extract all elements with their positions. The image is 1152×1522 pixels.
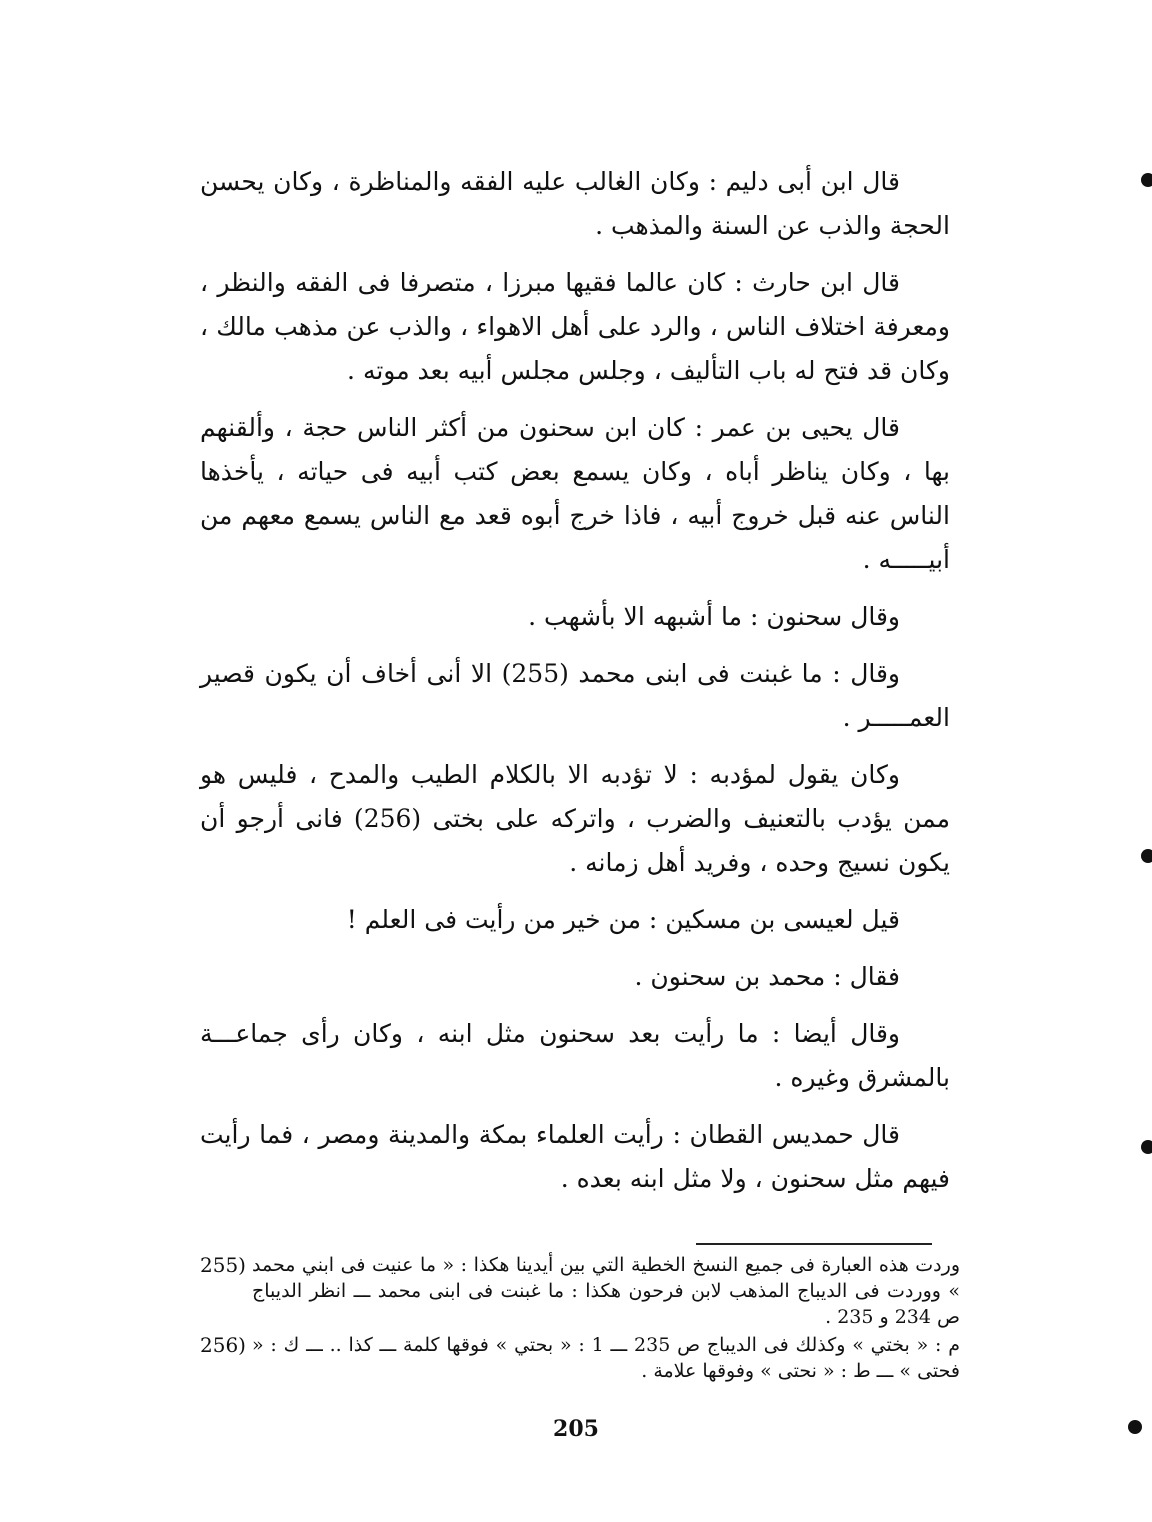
footnote	[200, 1332, 960, 1384]
paragraph: وقال أيضا : ما رأيت بعد سحنون مثل ابنه ، وكان رأى جماعـــة بالمشرق وغيره .	[200, 1019, 950, 1092]
binding-hole-mark	[1141, 173, 1152, 187]
paragraph: قيل لعيسى بن مسكين : من خير من رأيت فى العلم !	[346, 905, 900, 934]
paragraph: قال ابن حارث : كان عالما فقيها مبرزا ، متصرفا فى الفقه والنظر ، ومعرفة اختلاف الناس ، والرد على أهل الاهواء ، والذب عن مذهب مالك ، وكان قد فتح له باب التأليف ، وجلس مجلس أبيه بعد موته .	[200, 268, 950, 385]
paragraph: فقال : محمد بن سحنون .	[634, 962, 900, 991]
main-text	[200, 160, 950, 1214]
binding-hole-mark	[1128, 1420, 1142, 1434]
footnote-text: م : « بختي » وكذلك فى الديباج ص 235 ـــ 1 : « بحتي » فوقها كلمة ـــ كذا .. ـــ ك : « فحتى » ـــ ط : « نحتى » وفوقها علامة .	[252, 1334, 960, 1382]
footnote	[200, 1252, 960, 1330]
paragraph: وقال سحنون : ما أشبهه الا بأشهب .	[528, 602, 900, 631]
page-number: 205	[553, 1416, 599, 1442]
paragraph: قال حمديس القطان : رأيت العلماء بمكة والمدينة ومصر ، فما رأيت فيهم مثل سحنون ، ولا مثل ابنه بعده .	[200, 1120, 950, 1193]
binding-hole-mark	[1141, 1140, 1152, 1154]
footnote-text: وردت هذه العبارة فى جميع النسخ الخطية التي بين أيدينا هكذا : « ما عنيت فى ابني محمد » ووردت فى الديباج المذهب لابن فرحون هكذا : ما غبنت فى ابنى محمد ـــ انظر الديباج ص 234 و 235 .	[252, 1254, 960, 1328]
binding-hole-mark	[1141, 849, 1152, 863]
footnote-number: 256)	[200, 1333, 246, 1357]
footnotes	[200, 1252, 960, 1386]
footnote-separator	[696, 1243, 932, 1245]
paragraph: وقال : ما غبنت فى ابنى محمد (255) الا أنى أخاف أن يكون قصير العمـــــر .	[200, 659, 950, 732]
footnote-number: 255)	[200, 1253, 246, 1277]
paragraph: قال ابن أبى دليم : وكان الغالب عليه الفقه والمناظرة ، وكان يحسن الحجة والذب عن السنة والمذهب .	[200, 167, 950, 240]
paragraph: وكان يقول لمؤدبه : لا تؤدبه الا بالكلام الطيب والمدح ، فليس هو ممن يؤدب بالتعنيف والضرب ، واتركه على بختى (256) فانى أرجو أن يكون نسيج وحده ، وفريد أهل زمانه .	[200, 760, 950, 877]
paragraph: قال يحيى بن عمر : كان ابن سحنون من أكثر الناس حجة ، وألقنهم بها ، وكان يناظر أباه ، وكان يسمع بعض كتب أبيه فى حياته ، يأخذها الناس عنه قبل خروج أبيه ، فاذا خرج أبوه قعد مع الناس يسمع معهم من أبيـــــه .	[200, 413, 950, 574]
